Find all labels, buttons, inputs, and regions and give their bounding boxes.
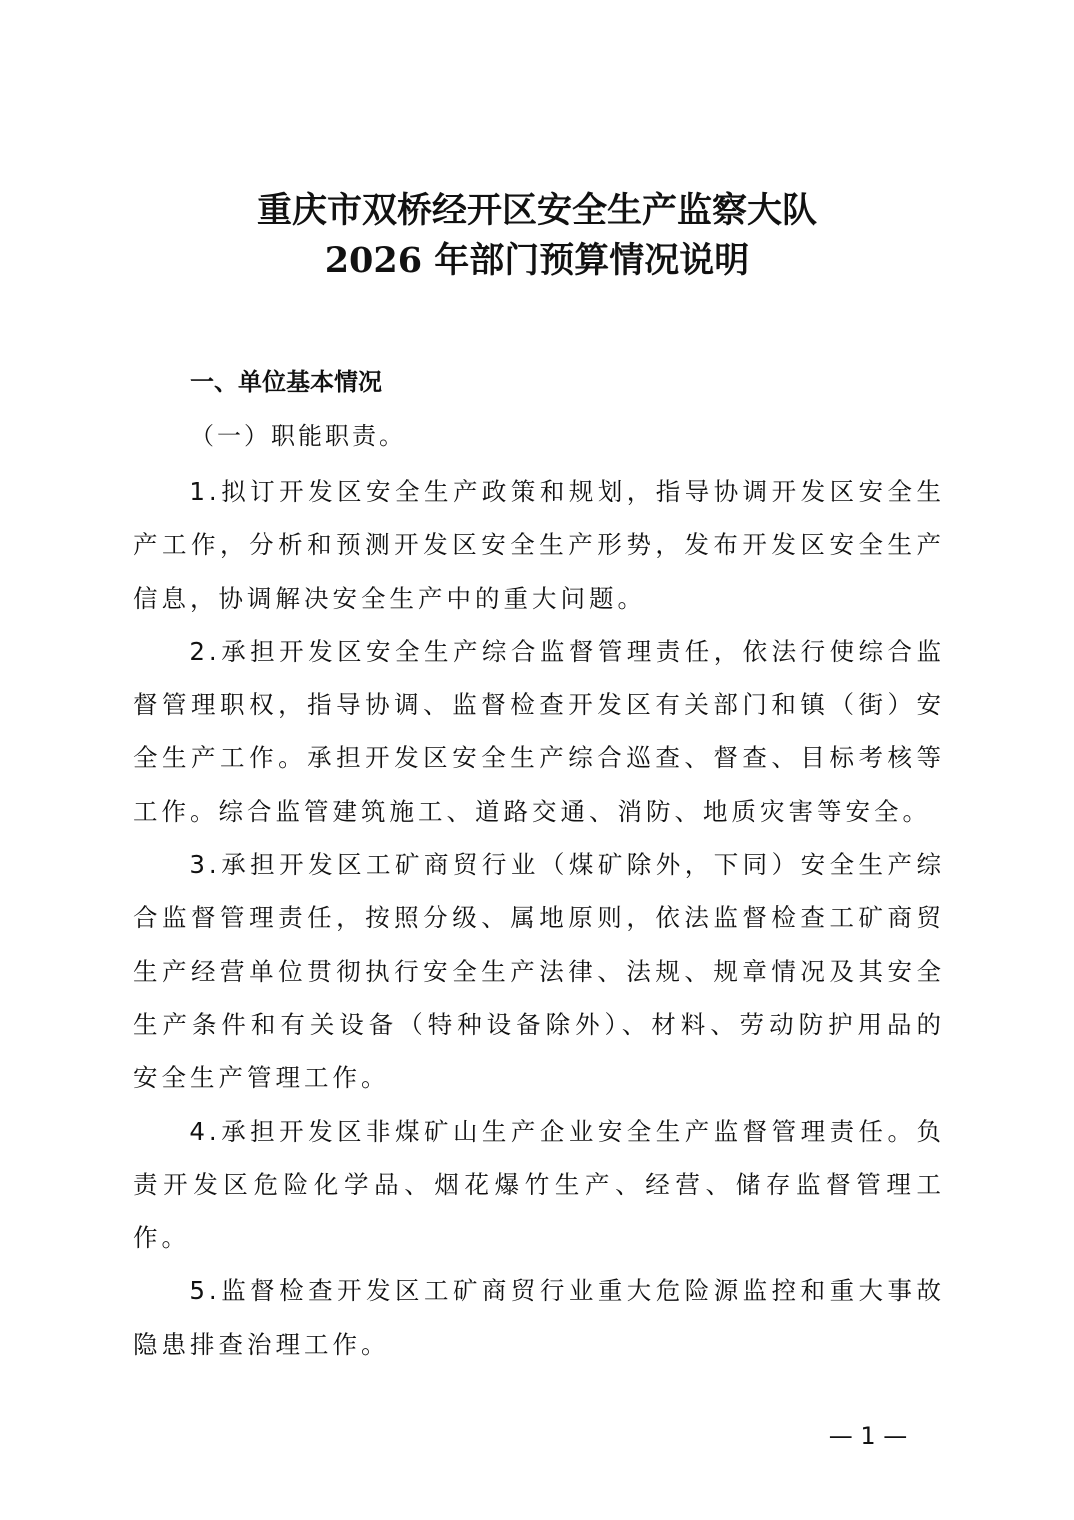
paragraph-5: 5.监督检查开发区工矿商贸行业重大危险源监控和重大事故隐患排查治理工作。 (133, 1276, 945, 1359)
document-title (0, 186, 1074, 286)
paragraph-3: 3.承担开发区工矿商贸行业（煤矿除外，下同）安全生产综合监督管理责任，按照分级、属地原则，依法监督检查工矿商贸生产经营单位贯彻执行安全生产法律、法规、规章情况及其安全生产条件和有关设备（特种设备除外）、材料、劳动防护用品的安全生产管理工作。 (133, 850, 945, 1093)
section-heading: 一、单位基本情况 (190, 368, 382, 396)
title-line-1: 重庆市双桥经开区安全生产监察大队 (256, 190, 817, 231)
paragraph-2: 2.承担开发区安全生产综合监督管理责任，依法行使综合监督管理职权，指导协调、监督检查开发区有关部门和镇（街）安全生产工作。承担开发区安全生产综合巡查、督查、目标考核等工作。综合监管建筑施工、道路交通、消防、地质灾害等安全。 (133, 636, 945, 826)
paragraph-1: 1.拟订开发区安全生产政策和规划，指导协调开发区安全生产工作，分析和预测开发区安全生产形势，发布开发区安全生产信息，协调解决安全生产中的重大问题。 (133, 477, 945, 613)
body-text (133, 465, 945, 1371)
paragraph-4: 4.承担开发区非煤矿山生产企业安全生产监督管理责任。负责开发区危险化学品、烟花爆竹生产、经营、储存监督管理工作。 (133, 1116, 945, 1253)
subsection-heading: （一）职能职责。 (190, 422, 406, 450)
page-number: — 1 — (828, 1422, 908, 1450)
title-line-2: 2026 年部门预算情况说明 (324, 240, 750, 281)
